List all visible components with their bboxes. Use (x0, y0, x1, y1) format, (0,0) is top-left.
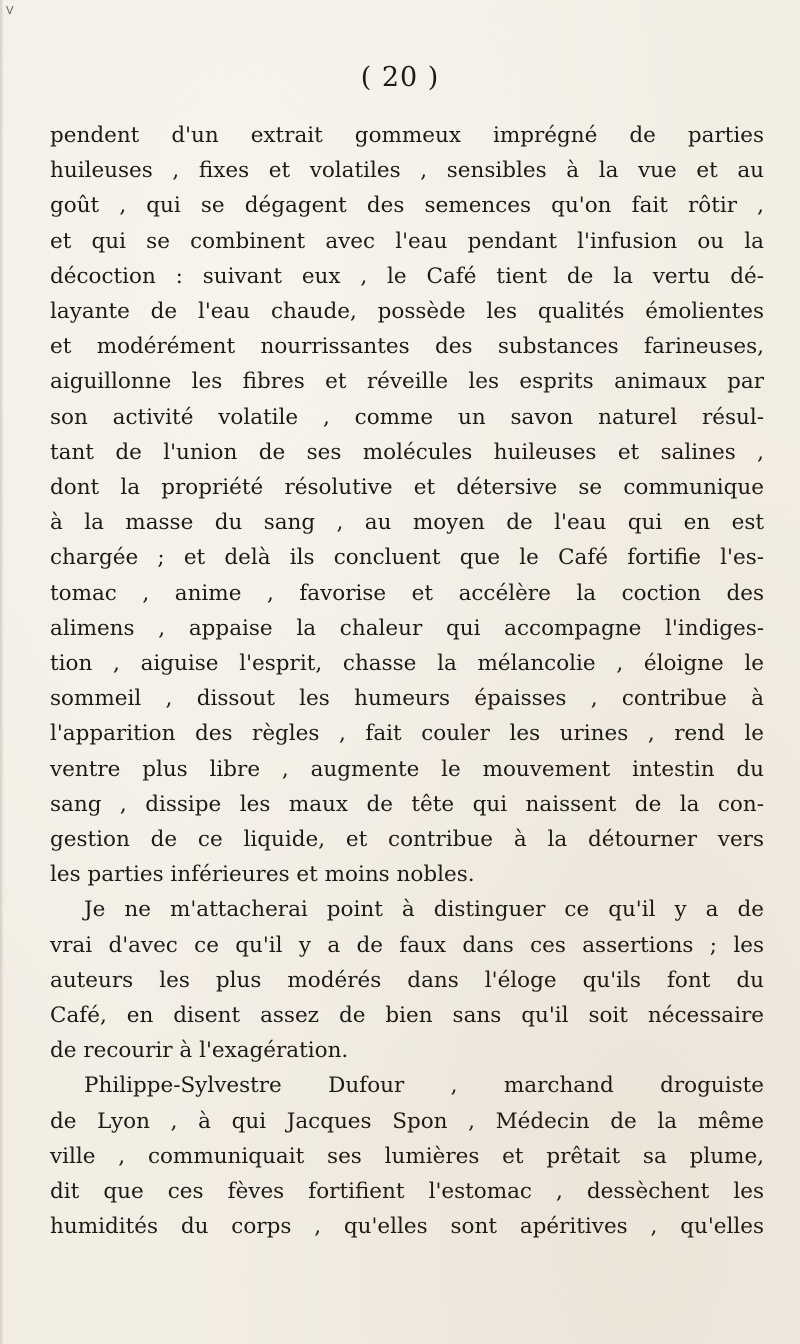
page-number: ( 20 ) (360, 62, 440, 93)
text-line: tomac , anime , favorise et accélère la coction des (50, 580, 764, 606)
text-line: tion , aiguise l'esprit, chasse la mélancolie , éloigne le (50, 651, 764, 677)
text-line: sommeil , dissout les humeurs épaisses , contribue à (50, 686, 764, 712)
text-line: alimens , appaise la chaleur qui accompagne l'indiges- (50, 615, 764, 641)
text-line: humidités du corps , qu'elles sont apéritives , qu'elles (50, 1214, 764, 1240)
text-line: dit que ces fèves fortifient l'estomac , dessèchent les (50, 1179, 764, 1205)
text-line: aiguillonne les fibres et réveille les esprits animaux par (50, 369, 764, 395)
text-line: et qui se combinent avec l'eau pendant l'infusion ou la (50, 228, 764, 254)
text-line: auteurs les plus modérés dans l'éloge qu'ils font du (50, 967, 764, 993)
text-line: huileuses , fixes et volatiles , sensibles à la vue et au (50, 158, 764, 184)
text-line: décoction : suivant eux , le Café tient de la vertu dé- (50, 263, 764, 289)
text-line: tant de l'union de ses molécules huileuses et salines , (50, 439, 764, 465)
text-line: Café, en disent assez de bien sans qu'il soit nécessaire (50, 1003, 764, 1029)
text-line: gestion de ce liquide, et contribue à la détourner vers (50, 827, 764, 853)
text-line: de Lyon , à qui Jacques Spon , Médecin de la même (50, 1108, 764, 1134)
text-line: dont la propriété résolutive et détersive se communique (50, 475, 764, 501)
text-line: sang , dissipe les maux de tête qui naissent de la con- (50, 791, 764, 817)
body-text (50, 118, 764, 1245)
corner-mark: V (6, 4, 14, 17)
text-line: vrai d'avec ce qu'il y a de faux dans ces assertions ; les (50, 932, 764, 958)
text-line: layante de l'eau chaude, possède les qualités émolientes (50, 299, 764, 325)
text-line: chargée ; et delà ils concluent que le Café fortifie l'es- (50, 545, 764, 571)
text-line: goût , qui se dégagent des semences qu'on fait rôtir , (50, 193, 764, 219)
page-edge-shadow (0, 0, 4, 1344)
text-line: Philippe-Sylvestre Dufour , marchand droguiste (84, 1073, 764, 1099)
text-line: pendent d'un extrait gommeux imprégné de parties (50, 123, 764, 148)
text-line: et modérément nourrissantes des substances farineuses, (50, 334, 764, 360)
text-line: Je ne m'attacherai point à distinguer ce qu'il y a de (84, 897, 764, 923)
text-line: les parties inférieures et moins nobles. (50, 862, 475, 888)
text-line: ventre plus libre , augmente le mouvement intestin du (50, 756, 764, 782)
text-line: son activité volatile , comme un savon naturel résul- (50, 404, 764, 430)
text-line: à la masse du sang , au moyen de l'eau qui en est (50, 510, 764, 536)
text-line: ville , communiquait ses lumières et prêtait sa plume, (50, 1143, 764, 1169)
text-line: de recourir à l'exagération. (50, 1038, 349, 1064)
text-line: l'apparition des règles , fait couler les urines , rend le (50, 721, 764, 747)
